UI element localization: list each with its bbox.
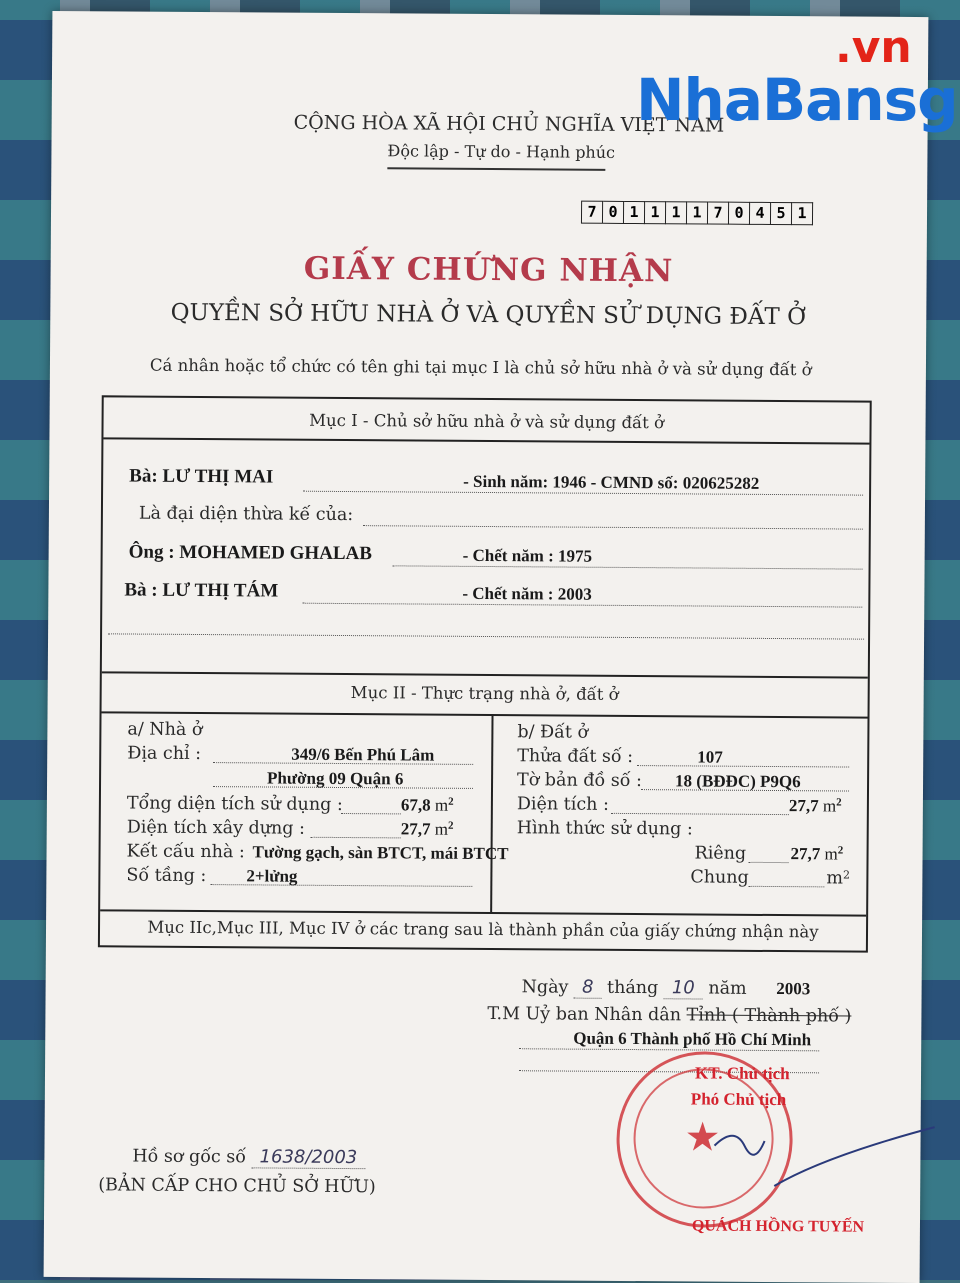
serial-digit: 1 — [645, 201, 666, 224]
section1-title: Mục I - Chủ sở hữu nhà ở và sử dụng đất ở — [309, 410, 665, 433]
watermark-suffix: .vn — [835, 22, 912, 73]
dotted-line — [637, 765, 849, 767]
sign-title-1: KT. Chủ tịch — [694, 1063, 790, 1084]
footer-note: Mục IIc,Mục III, Mục IV ở các trang sau là thành phần của giấy chứng nhận này — [147, 917, 819, 942]
map-sheet-label: Tờ bản đồ số : — [517, 770, 642, 792]
dotted-line — [108, 633, 864, 639]
dotted-line — [611, 813, 789, 815]
total-area-label: Tổng diện tích sử dụng : — [126, 793, 343, 816]
sign-title-2: Phó Chủ tịch — [690, 1089, 787, 1110]
serial-number — [581, 201, 813, 226]
serial-digit: 7 — [581, 201, 603, 224]
serial-digit: 5 — [771, 202, 792, 225]
floors-label: Số tầng : — [126, 865, 207, 887]
dotted-line — [393, 565, 863, 569]
heir1-name: Ông : MOHAMED GHALAB — [128, 541, 373, 565]
document-title: GIẤY CHỨNG NHẬN — [303, 250, 674, 290]
document-subtitle: QUYỀN SỞ HỮU NHÀ Ở VÀ QUYỀN SỬ DỤNG ĐẤT Ở — [170, 299, 807, 331]
file-number-line: Hồ sơ gốc số 1638/2003 — [132, 1146, 365, 1169]
copy-note: (BẢN CẤP CHO CHỦ SỞ HỮU) — [98, 1175, 376, 1198]
owner-info: - Sinh năm: 1946 - CMND số: 020625282 — [463, 471, 760, 493]
dotted-line — [341, 813, 401, 814]
district-name: Quận 6 Thành phố Hồ Chí Minh — [573, 1028, 812, 1050]
serial-digit: 1 — [666, 201, 687, 224]
serial-digit: 0 — [729, 202, 750, 225]
structure-value: Tường gạch, sàn BTCT, mái BTCT — [252, 842, 509, 864]
usage-label: Hình thức sử dụng : — [516, 818, 693, 840]
authority-line: T.M Uỷ ban Nhân dân Tỉnh ( Thành phố ) — [487, 1004, 852, 1027]
nation-header: CỘNG HÒA XÃ HỘI CHỦ NGHĨA VIỆT NAM — [293, 111, 725, 137]
representative-line: Là đại diện thừa kế của: — [138, 503, 354, 526]
column-divider — [490, 714, 493, 912]
certificate-page — [44, 11, 929, 1283]
serial-digit: 0 — [603, 201, 624, 224]
parcel-label: Thửa đất số : — [517, 746, 634, 768]
date-line: Ngày 8 tháng 10 năm 2003 — [521, 976, 811, 999]
map-sheet-value: 18 (BĐĐC) P9Q6 — [675, 771, 801, 792]
private-area-value: 27,7 $m^2$ — [790, 844, 844, 864]
land-area-value: 27,7 $m^2$ — [788, 796, 842, 816]
official-red-seal: ★ — [616, 1051, 793, 1228]
total-area-value: 67,8 $m^2$ — [400, 795, 454, 815]
dotted-line — [311, 837, 401, 839]
address-line2: Phường 09 Quận 6 — [267, 768, 404, 789]
heir2-info: - Chết năm : 2003 — [462, 583, 592, 604]
shared-label: Chung — [690, 867, 749, 888]
signature-mark — [704, 1116, 945, 1208]
serial-digit: 7 — [708, 202, 729, 225]
house-heading: a/ Nhà ở — [127, 719, 203, 741]
land-heading: b/ Đất ở — [517, 722, 589, 743]
watermark-logo: NhaBansg — [636, 66, 958, 134]
serial-digit: 1 — [792, 202, 813, 225]
built-area-label: Diện tích xây dựng : — [126, 817, 306, 839]
private-label: Riêng — [694, 843, 747, 864]
heir1-info: - Chết năm : 1975 — [462, 545, 593, 566]
motto: Độc lập - Tự do - Hạnh phúc — [387, 141, 616, 162]
land-area-label: Diện tích : — [516, 794, 609, 815]
motto-underline — [387, 167, 605, 171]
serial-digit: 4 — [750, 202, 771, 225]
dotted-line — [748, 862, 788, 863]
shared-unit: $m^2$ — [826, 868, 851, 889]
certificate-box — [98, 395, 872, 952]
dotted-line — [748, 886, 824, 888]
dotted-line — [363, 525, 863, 529]
serial-digit: 1 — [687, 201, 708, 224]
floors-value: 2+lửng — [246, 866, 298, 886]
address-label: Địa chỉ : — [127, 743, 202, 765]
divider — [103, 437, 869, 444]
address-line1: 349/6 Bến Phú Lâm — [291, 744, 435, 765]
divider — [102, 671, 868, 678]
divider — [100, 909, 866, 916]
structure-label: Kết cấu nhà : — [126, 841, 245, 863]
intro-text: Cá nhân hoặc tổ chức có tên ghi tại mục I là chủ sở hữu nhà ở và sử dụng đất ở — [149, 355, 812, 380]
serial-digit: 1 — [624, 201, 645, 224]
section2-title: Mục II - Thực trạng nhà ở, đất ở — [350, 683, 619, 704]
divider — [102, 711, 868, 718]
signer-name: QUÁCH HỒNG TUYẾN — [691, 1217, 865, 1236]
built-area-value: 27,7 $m^2$ — [400, 819, 454, 839]
parcel-value: 107 — [697, 747, 723, 767]
owner-name: Bà: LƯ THỊ MAI — [129, 465, 274, 488]
heir2-name: Bà : LƯ THỊ TÁM — [124, 579, 279, 602]
